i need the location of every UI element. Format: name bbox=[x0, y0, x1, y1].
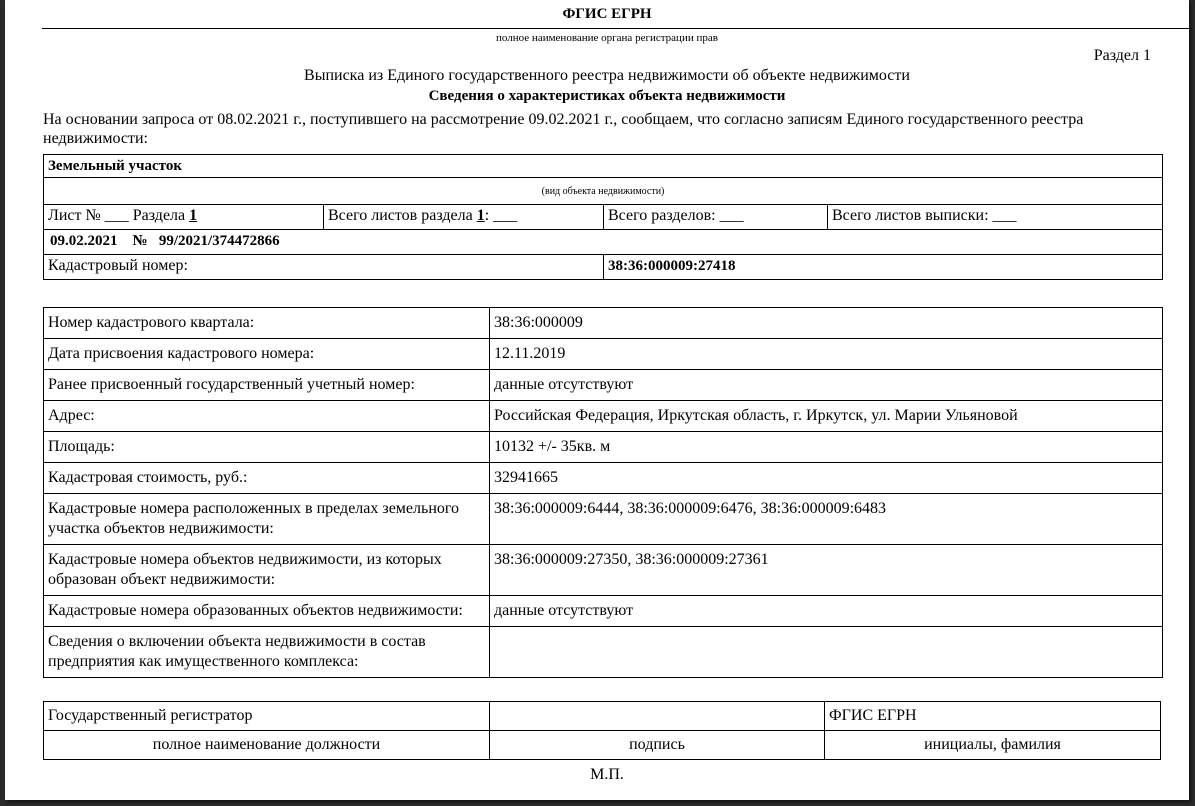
cadastral-number-value: 38:36:000009:27418 bbox=[604, 255, 1163, 280]
registrar-signature bbox=[490, 702, 825, 731]
characteristics-row bbox=[44, 401, 1163, 432]
characteristic-value: 10132 +/- 35кв. м bbox=[490, 432, 1163, 463]
characteristics-row bbox=[44, 370, 1163, 401]
name-caption: инициалы, фамилия bbox=[825, 731, 1161, 760]
characteristic-value: данные отсутствуют bbox=[490, 370, 1163, 401]
characteristic-label: Ранее присвоенный государственный учетный номер: bbox=[44, 370, 490, 401]
characteristic-value: данные отсутствуют bbox=[490, 596, 1163, 627]
characteristics-table bbox=[43, 307, 1163, 678]
characteristic-value: 38:36:000009:27350, 38:36:000009:27361 bbox=[490, 545, 1163, 596]
characteristics-row bbox=[44, 545, 1163, 596]
sheet-number-cell bbox=[44, 205, 324, 230]
characteristics-row bbox=[44, 627, 1163, 678]
number-sign: № bbox=[132, 233, 148, 249]
characteristic-label: Дата присвоения кадастрового номера: bbox=[44, 339, 490, 370]
characteristics-row bbox=[44, 339, 1163, 370]
document-subtitle: Сведения о характеристиках объекта недвижимости bbox=[428, 88, 786, 104]
extract-number: 99/2021/374472866 bbox=[158, 233, 280, 249]
sheet-section-number: 1 bbox=[189, 207, 198, 224]
characteristic-value: 38:36:000009 bbox=[490, 308, 1163, 339]
characteristic-label: Площадь: bbox=[44, 432, 490, 463]
sheets-in-section-cell bbox=[324, 205, 604, 230]
signature-table bbox=[43, 701, 1161, 760]
sheets-in-section-label: Всего листов раздела bbox=[328, 207, 473, 224]
sheets-in-section-tail: : ___ bbox=[484, 207, 518, 224]
characteristic-label: Кадастровая стоимость, руб.: bbox=[44, 463, 490, 494]
sheet-label: Лист № ___ Раздела bbox=[48, 207, 186, 224]
sheets-in-section-number: 1 bbox=[476, 207, 485, 224]
characteristics-row bbox=[44, 432, 1163, 463]
header-rule bbox=[42, 28, 1192, 29]
extract-date-number bbox=[44, 230, 1163, 255]
position-caption: полное наименование должности bbox=[44, 731, 490, 760]
object-header-table bbox=[43, 154, 1163, 280]
object-type: Земельный участок bbox=[44, 155, 1163, 178]
characteristic-label: Адрес: bbox=[44, 401, 490, 432]
characteristic-value: 38:36:000009:6444, 38:36:000009:6476, 38:36:000009:6483 bbox=[490, 494, 1163, 545]
characteristic-label: Кадастровые номера образованных объектов недвижимости: bbox=[44, 596, 490, 627]
characteristic-value bbox=[490, 627, 1163, 678]
characteristics-row bbox=[44, 308, 1163, 339]
characteristic-value: 32941665 bbox=[490, 463, 1163, 494]
registrar-position: Государственный регистратор bbox=[44, 702, 490, 731]
stamp-place: М.П. bbox=[590, 766, 624, 783]
characteristics-row bbox=[44, 463, 1163, 494]
characteristic-value: Российская Федерация, Иркутская область, г. Иркутск, ул. Марии Ульяновой bbox=[490, 401, 1163, 432]
characteristics-row bbox=[44, 596, 1163, 627]
registry-org-name: ФГИС ЕГРН bbox=[562, 6, 652, 22]
characteristic-label: Кадастровые номера объектов недвижимости, из которых образован объект недвижимости: bbox=[44, 545, 490, 596]
registrar-name: ФГИС ЕГРН bbox=[825, 702, 1161, 731]
document-title: Выписка из Единого государственного реестра недвижимости об объекте недвижимости bbox=[304, 67, 910, 84]
cadastral-number-label: Кадастровый номер: bbox=[44, 255, 604, 280]
extract-date: 09.02.2021 bbox=[50, 233, 118, 249]
document-page bbox=[5, 0, 1189, 800]
sections-total: Всего разделов: ___ bbox=[604, 205, 828, 230]
characteristic-label: Сведения о включении объекта недвижимости в состав предприятия как имущественного комплекса: bbox=[44, 627, 490, 678]
sheets-total: Всего листов выписки: ___ bbox=[828, 205, 1163, 230]
characteristic-value: 12.11.2019 bbox=[490, 339, 1163, 370]
section-label: Раздел 1 bbox=[1093, 47, 1151, 64]
characteristics-row bbox=[44, 494, 1163, 545]
signature-caption: подпись bbox=[490, 731, 825, 760]
registry-org-caption: полное наименование органа регистрации прав bbox=[496, 32, 718, 44]
object-type-caption: (вид объекта недвижимости) bbox=[44, 178, 1163, 205]
request-basis-text: На основании запроса от 08.02.2021 г., поступившего на рассмотрение 09.02.2021 г., сообщаем, что согласно записям Единого государственного реестра недвижимости: bbox=[43, 111, 1084, 147]
characteristic-label: Кадастровые номера расположенных в пределах земельного участка объектов недвижимости: bbox=[44, 494, 490, 545]
characteristic-label: Номер кадастрового квартала: bbox=[44, 308, 490, 339]
